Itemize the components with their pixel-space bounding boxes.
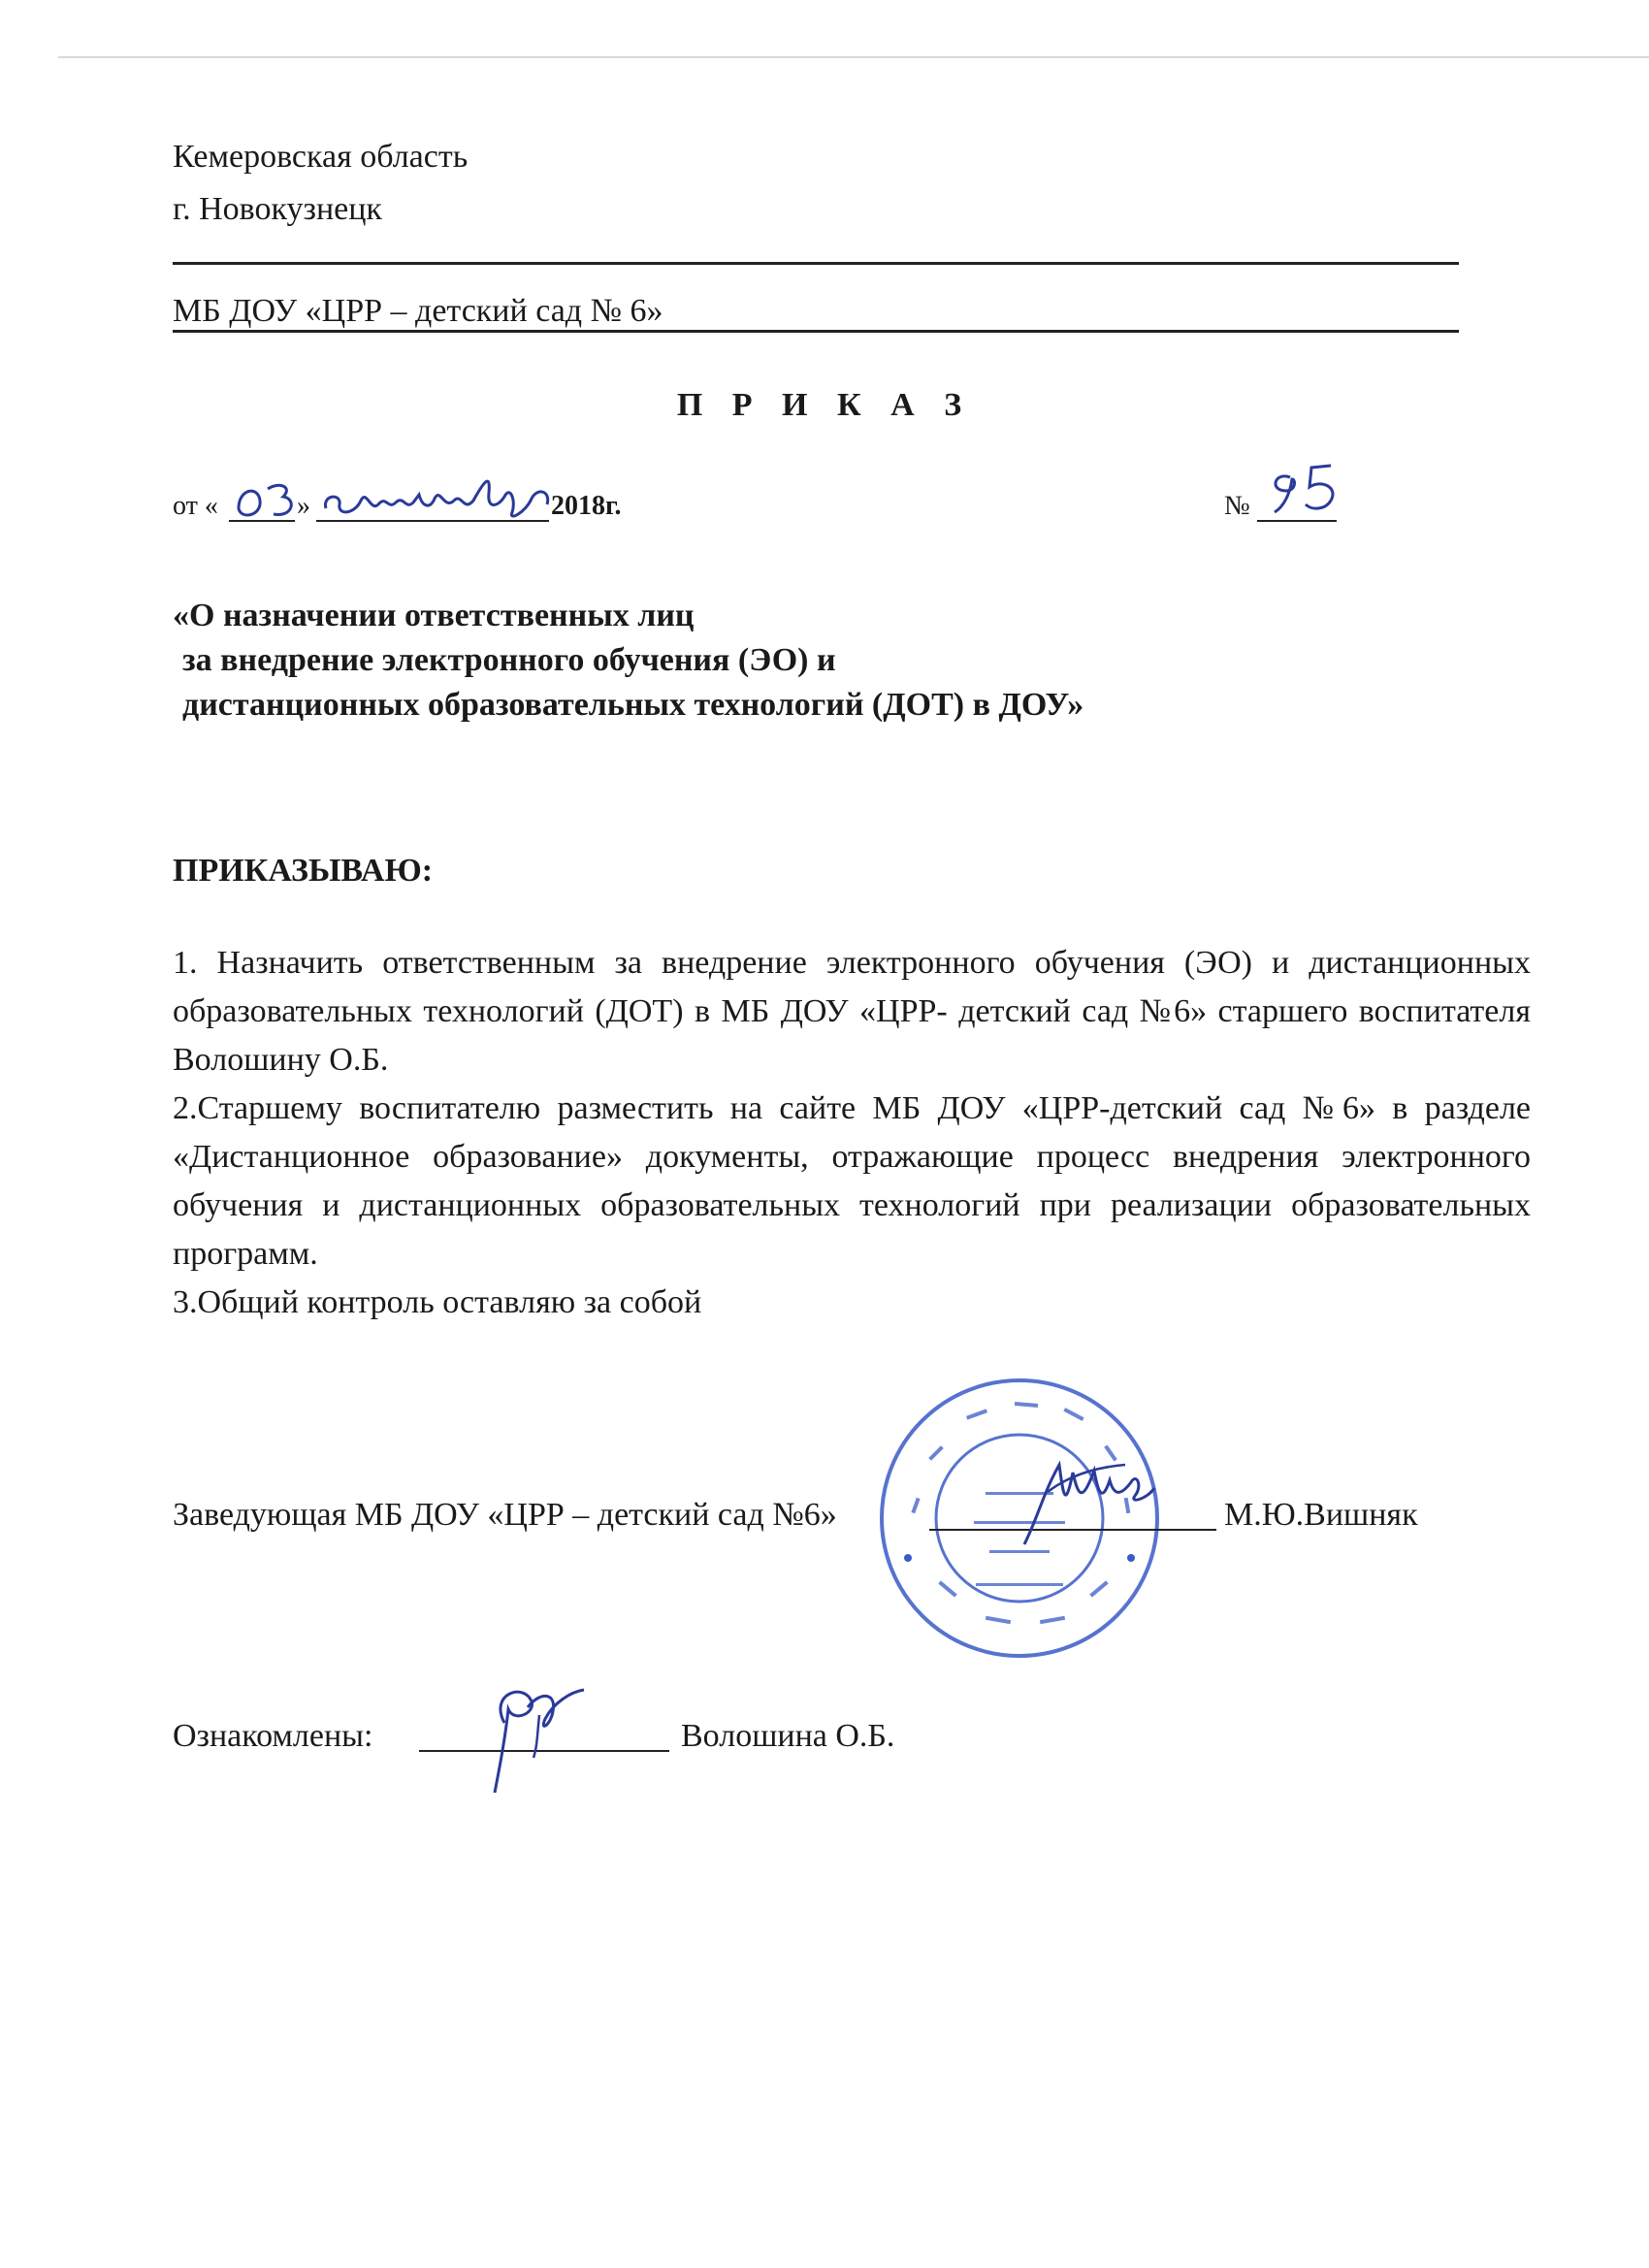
scan-edge-line [58, 56, 1649, 58]
order-item-1: 1. Назначить ответственным за внедрение электронного обучения (ЭО) и дистанционных образовательных технологий (ДОТ) в МБ ДОУ «ЦРР- детский сад №6» старшего воспитателя Волошину О.Б. [173, 945, 1531, 1078]
order-body [173, 939, 1531, 1327]
handwritten-day [233, 475, 301, 526]
header-region: Кемеровская область [173, 139, 469, 175]
header-divider-bottom [173, 330, 1459, 333]
handwritten-number [1261, 458, 1348, 522]
document-title: П Р И К А З [676, 387, 973, 423]
header-divider-top [173, 262, 1459, 265]
handwritten-month [318, 466, 561, 534]
date-year: 2018г. [551, 491, 622, 521]
subject-line-2: за внедрение электронного обучения (ЭО) и [182, 642, 836, 678]
order-item-2: 2.Старшему воспитателю разместить на сайте МБ ДОУ «ЦРР-детский сад №6» в разделе «Дистанционное образование» документы, отражающие процесс внедрения электронного обучения и дистанционных образовательных технологий при реализации образовательных программ. [173, 1090, 1531, 1272]
director-label: Заведующая МБ ДОУ «ЦРР – детский сад №6» [173, 1497, 837, 1533]
header-organization: МБ ДОУ «ЦРР – детский сад № 6» [173, 293, 663, 329]
order-item-3: 3.Общий контроль оставляю за собой [173, 1284, 702, 1320]
acknowledged-label: Ознакомлены: [173, 1718, 373, 1754]
date-mid: » [297, 491, 310, 521]
order-subject [173, 594, 1083, 728]
director-signature [1005, 1443, 1160, 1550]
director-name: М.Ю.Вишняк [1224, 1497, 1418, 1533]
acknowledged-name: Волошина О.Б. [681, 1718, 895, 1754]
number-prefix: № [1224, 491, 1250, 521]
order-heading: ПРИКАЗЫВАЮ: [173, 853, 434, 889]
date-prefix: от « [173, 491, 218, 521]
subject-line-1: «О назначении ответственных лиц [173, 598, 695, 633]
date-number-row [173, 479, 1434, 537]
header-city: г. Новокузнецк [173, 191, 382, 227]
ack-signature [456, 1665, 601, 1800]
subject-line-3: дистанционных образовательных технологий (ДОТ) в ДОУ» [182, 687, 1084, 723]
